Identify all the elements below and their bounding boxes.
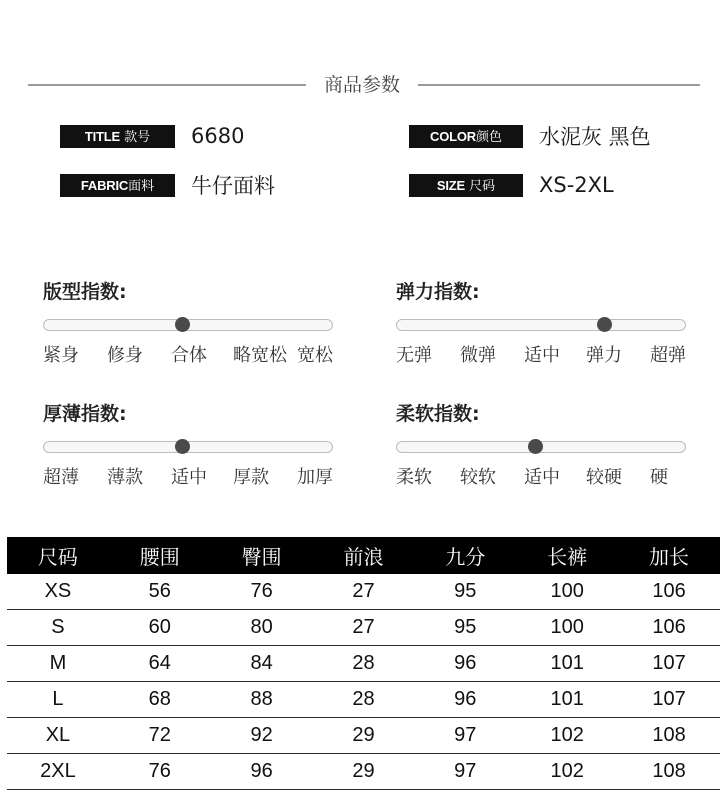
table-cell: 100	[516, 574, 618, 610]
info-fabric-row	[60, 172, 275, 198]
fit-index	[43, 279, 333, 365]
table-cell: XS	[7, 574, 109, 610]
stretch-index-track	[396, 319, 686, 331]
table-row	[7, 646, 720, 682]
table-row	[7, 754, 720, 790]
thickness-index-knob	[175, 439, 190, 454]
fit-index-label: 版型指数:	[43, 281, 127, 303]
table-row	[7, 610, 720, 646]
table-header-cell: 九分	[414, 537, 516, 574]
table-cell: 108	[618, 754, 720, 790]
header-divider-right	[418, 84, 700, 86]
table-row	[7, 574, 720, 610]
table-cell: 97	[414, 754, 516, 790]
thickness-option: 加厚	[297, 467, 333, 488]
table-cell: 27	[313, 610, 415, 646]
table-cell: 60	[109, 610, 211, 646]
table-cell: 106	[618, 610, 720, 646]
thickness-index-label: 厚薄指数:	[43, 403, 127, 425]
stretch-option: 适中	[524, 345, 560, 366]
table-cell: 80	[211, 610, 313, 646]
table-row	[7, 682, 720, 718]
table-row	[7, 718, 720, 754]
table-cell: 95	[414, 574, 516, 610]
stretch-option: 超弹	[650, 345, 686, 366]
table-cell: 96	[414, 646, 516, 682]
table-cell: 96	[414, 682, 516, 718]
color-tag-en: COLOR	[430, 128, 476, 144]
table-cell: 107	[618, 682, 720, 718]
info-title-row	[60, 123, 244, 149]
fabric-tag	[60, 174, 175, 197]
fabric-value: 牛仔面料	[191, 174, 275, 198]
size-tag	[409, 174, 523, 197]
info-size-row	[409, 172, 614, 198]
title-tag	[60, 125, 175, 148]
table-cell: 72	[109, 718, 211, 754]
table-cell: 101	[516, 646, 618, 682]
table-header-row	[7, 537, 720, 574]
table-cell: 92	[211, 718, 313, 754]
table-cell: 100	[516, 610, 618, 646]
thickness-option: 厚款	[233, 467, 269, 488]
fit-option: 略宽松	[233, 345, 287, 366]
table-cell: 97	[414, 718, 516, 754]
table-cell: 27	[313, 574, 415, 610]
thickness-index-track	[43, 441, 333, 453]
table-cell: 76	[109, 754, 211, 790]
table-header-cell: 长裤	[516, 537, 618, 574]
size-tag-en: SIZE	[436, 177, 465, 193]
table-header-cell: 尺码	[7, 537, 109, 574]
table-cell: 28	[313, 646, 415, 682]
table-header-cell: 前浪	[313, 537, 415, 574]
title-tag-en: TITLE	[84, 128, 120, 144]
fit-option: 宽松	[297, 345, 333, 366]
thickness-index	[43, 401, 333, 487]
fit-index-track	[43, 319, 333, 331]
table-header-cell: 臀围	[211, 537, 313, 574]
color-tag	[409, 125, 523, 148]
softness-index	[396, 401, 686, 487]
softness-option: 较软	[460, 467, 496, 488]
section-header	[28, 72, 700, 98]
table-cell: 64	[109, 646, 211, 682]
table-cell: 95	[414, 610, 516, 646]
stretch-index-knob	[597, 317, 612, 332]
softness-option: 柔软	[396, 467, 432, 488]
softness-index-track	[396, 441, 686, 453]
table-cell: 102	[516, 718, 618, 754]
table-cell: XL	[7, 718, 109, 754]
table-cell: 76	[211, 574, 313, 610]
thickness-option: 超薄	[43, 467, 79, 488]
table-cell: S	[7, 610, 109, 646]
fit-option: 合体	[171, 345, 207, 366]
fit-option: 修身	[107, 345, 143, 366]
softness-option: 硬	[650, 467, 668, 488]
table-cell: 28	[313, 682, 415, 718]
table-cell: 29	[313, 754, 415, 790]
table-cell: M	[7, 646, 109, 682]
stretch-index-label: 弹力指数:	[396, 281, 480, 303]
table-header-cell: 加长	[618, 537, 720, 574]
stretch-option: 微弹	[460, 345, 496, 366]
table-cell: 29	[313, 718, 415, 754]
table-cell: 96	[211, 754, 313, 790]
color-tag-cn: 颜色	[475, 129, 502, 145]
info-color-row	[409, 123, 651, 149]
size-tag-cn: 尺码	[469, 178, 496, 194]
table-cell: L	[7, 682, 109, 718]
table-cell: 56	[109, 574, 211, 610]
table-cell: 2XL	[7, 754, 109, 790]
stretch-option: 无弹	[396, 345, 432, 366]
table-cell: 108	[618, 718, 720, 754]
softness-option: 适中	[524, 467, 560, 488]
softness-index-label: 柔软指数:	[396, 403, 480, 425]
table-cell: 101	[516, 682, 618, 718]
fit-index-knob	[175, 317, 190, 332]
fabric-tag-en: FABRIC	[80, 177, 129, 193]
table-cell: 106	[618, 574, 720, 610]
title-value: 6680	[191, 124, 245, 148]
title-tag-cn: 款号	[124, 129, 151, 145]
table-cell: 88	[211, 682, 313, 718]
thickness-option: 薄款	[107, 467, 143, 488]
section-title: 商品参数	[323, 74, 400, 96]
stretch-option: 弹力	[586, 345, 622, 366]
thickness-option: 适中	[171, 467, 207, 488]
softness-option: 较硬	[586, 467, 622, 488]
header-divider-left	[28, 84, 306, 86]
size-value: XS-2XL	[539, 173, 614, 197]
table-header-cell: 腰围	[109, 537, 211, 574]
softness-index-knob	[528, 439, 543, 454]
fabric-tag-cn: 面料	[128, 178, 155, 194]
stretch-index	[396, 279, 686, 365]
table-cell: 107	[618, 646, 720, 682]
size-chart-table	[7, 537, 720, 790]
table-cell: 84	[211, 646, 313, 682]
fit-option: 紧身	[43, 345, 79, 366]
table-cell: 68	[109, 682, 211, 718]
table-cell: 102	[516, 754, 618, 790]
color-value: 水泥灰 黑色	[539, 125, 651, 149]
